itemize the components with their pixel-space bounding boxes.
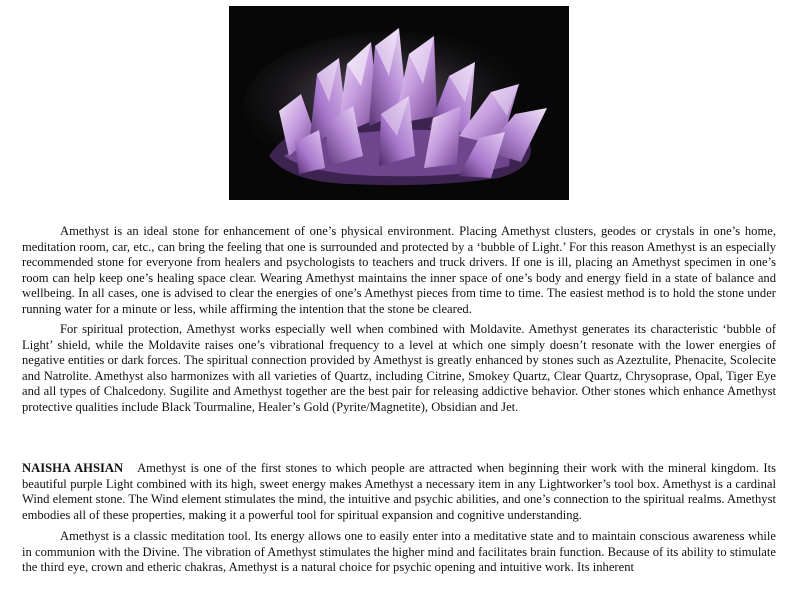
paragraph-3 (22, 461, 776, 523)
paragraph-3-text: Amethyst is one of the first stones to which people are attracted when beginning their work with the mineral kingdom. Its beautiful purple Light combined with its high, sweet energy makes Amethyst a necessary item in any Lightworker’s tool box. Amethyst is a cardinal Wind element stone. The Wind element stimulates the mind, the intuitive and psychic abilities, and one’s connection to the spiritual realms. Amethyst embodies all of these properties, making it a powerful tool for spiritual expansion and cognitive understanding. (22, 461, 776, 522)
paragraph-4: Amethyst is a classic meditation tool. Its energy allows one to easily enter into a meditative state and to maintain conscious awareness while in communion with the Divine. The vibration of Amethyst stimulates the higher mind and facilitates brain function. Because of its ability to stimulate the third eye, crown and etheric chakras, Amethyst is a natural choice for psychic opening and intuitive work. Its inherent (22, 529, 776, 575)
paragraph-2: For spiritual protection, Amethyst works especially well when combined with Moldavite. Amethyst generates its characteristic ‘bubble of Light’ shield, while the Moldavite raises one’s vibrational frequency to a level at which one simply doesn’t resonate with the lower energies of negative entities or dark forces. The spiritual connection provided by Amethyst is greatly enhanced by stones such as Azeztulite, Phenacite, Scolecite and Natrolite. Amethyst also harmonizes with all varieties of Quartz, including Citrine, Smokey Quartz, Clear Quartz, Chrysoprase, Opal, Tiger Eye and all types of Chalcedony. Sugilite and Amethyst together are the best pair for releasing addictive behavior. Other stones which enhance Amethyst protective qualities include Black Tourmaline, Healer’s Gold (Pyrite/Magnetite), Obsidian and Jet. (22, 322, 776, 414)
amethyst-cluster-icon (229, 6, 569, 200)
paragraph-1: Amethyst is an ideal stone for enhancement of one’s physical environment. Placing Amethyst clusters, geodes or crystals in one’s home, meditation room, car, etc., can bring the feeling that one is surrounded and protected by a ‘bubble of Light.’ For this reason Amethyst is an especially recommended stone for everyone from healers and psychologists to teachers and truck drivers. If one is ill, placing an Amethyst specimen in one’s room can help keep one’s healing space clear. Wearing Amethyst maintains the inner space of one’s body and energy field in a state of balance and wellbeing. In all cases, one is advised to clear the energies of one’s Amethyst pieces from time to time. The easiest method is to hold the stone under running water for a minute or less, while affirming the intention that the stone be cleared. (22, 224, 776, 316)
amethyst-cluster-photo (229, 6, 569, 200)
author-name: NAISHA AHSIAN (22, 461, 124, 475)
